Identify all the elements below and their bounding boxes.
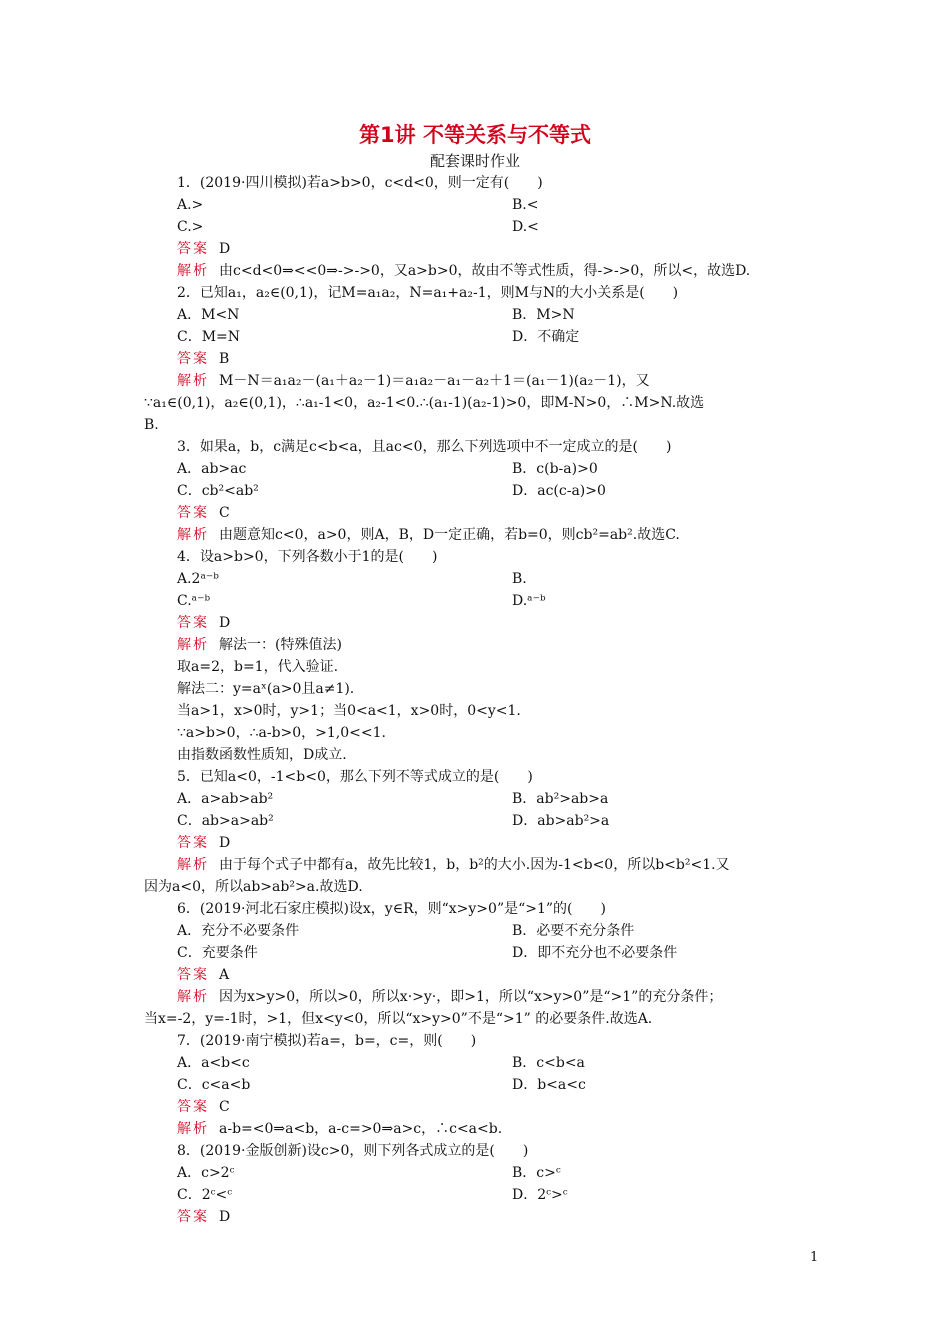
exercise-list [144, 172, 812, 1228]
q1-option-d: D.< [512, 219, 539, 235]
q7-options-row-2 [144, 1074, 812, 1096]
q2-option-c: C．M=N [177, 329, 241, 345]
q6-stem: 6．(2019·河北石家庄模拟)设x，y∈R，则“x>y>0”是“>1”的( ) [177, 901, 606, 917]
q5-option-c: C．ab>a>ab² [177, 813, 274, 829]
q5-option-d: D．ab>ab²>a [512, 813, 610, 829]
q3-analysis: 由题意知c<0，a>0，则A，B，D一定正确，若b=0，则cb²=ab².故选C. [219, 527, 680, 543]
q3-options-row-2 [144, 480, 812, 502]
q4-analysis-3: 解法二：y=aˣ(a>0且a≠1). [177, 681, 355, 697]
answer-label: 答案 [177, 835, 209, 851]
q4-option-a: A.2ᵃ⁻ᵇ [177, 571, 219, 587]
q8-stem: 8．(2019·金版创新)设c>0，则下列各式成立的是( ) [177, 1143, 529, 1159]
q8-option-c: C．2ᶜ<ᶜ [177, 1187, 233, 1203]
analysis-label: 解析 [177, 637, 209, 653]
analysis-label: 解析 [177, 1121, 209, 1137]
q5-options-row-1 [144, 788, 812, 810]
q4-option-b: B. [512, 571, 527, 587]
answer-label: 答案 [177, 1099, 209, 1115]
q1-option-c: C.> [177, 219, 204, 235]
q4-answer: D [219, 615, 231, 631]
q7-option-b: B．c<b<a [512, 1055, 585, 1071]
page-number: 1 [810, 1250, 819, 1265]
q2-analysis-2: ∵a₁∈(0,1)，a₂∈(0,1)，∴a₁-1<0，a₂-1<0.∴(a₁-1)(a₂-1)>0，即M-N>0，∴M>N.故选 [144, 395, 705, 411]
q1-stem: 1．(2019·四川模拟)若a>b>0，c<d<0，则一定有( ) [177, 175, 543, 191]
q6-analysis-1: 因为x>y>0，所以>0，所以x·>y·，即>1，所以“x>y>0”是“>1”的充分条件； [219, 989, 723, 1005]
q7-analysis-line [144, 1118, 812, 1140]
q5-option-b: B．ab²>ab>a [512, 791, 609, 807]
q3-option-a: A．ab>ac [177, 461, 247, 477]
analysis-label: 解析 [177, 263, 209, 279]
q2-answer: B [219, 351, 230, 367]
page-title: 第1讲 不等关系与不等式 [359, 123, 591, 147]
q6-answer-line [144, 964, 812, 986]
q2-option-d: D．不确定 [512, 329, 580, 345]
q3-option-d: D．ac(c-a)>0 [512, 483, 606, 499]
page-subtitle: 配套课时作业 [429, 152, 520, 170]
q2-option-a: A．M<N [177, 307, 240, 323]
q4-options-row-2 [144, 590, 812, 612]
q2-option-b: B．M>N [512, 307, 575, 323]
analysis-label: 解析 [177, 527, 209, 543]
q7-answer-line [144, 1096, 812, 1118]
q4-stem: 4．设a>b>0，下列各数小于1的是( ) [177, 549, 438, 565]
q1-option-a: A.> [177, 197, 204, 213]
q5-answer-line [144, 832, 812, 854]
answer-label: 答案 [177, 615, 209, 631]
q1-analysis: 由c<d<0⇒<<0⇒->->0，又a>b>0，故由不等式性质，得->->0，所以<，故选D. [219, 263, 751, 279]
q1-answer: D [219, 241, 231, 257]
answer-label: 答案 [177, 1209, 209, 1225]
q7-option-a: A．a<b<c [177, 1055, 250, 1071]
q6-analysis-2: 当x=-2，y=-1时，>1，但x<y<0，所以“x>y>0”不是“>1” 的必要条件.故选A. [144, 1011, 653, 1027]
q6-option-c: C．充要条件 [177, 945, 258, 961]
q2-stem: 2．已知a₁，a₂∈(0,1)，记M=a₁a₂，N=a₁+a₂-1，则M与N的大小关系是( ) [177, 285, 679, 301]
q6-option-a: A．充分不必要条件 [177, 923, 300, 939]
q6-option-d: D．即不充分也不必要条件 [512, 945, 678, 961]
q8-option-a: A．c>2ᶜ [177, 1165, 235, 1181]
q7-stem: 7．(2019·南宁模拟)若a=，b=，c=，则( ) [177, 1033, 477, 1049]
q7-option-d: D．b<a<c [512, 1077, 586, 1093]
answer-label: 答案 [177, 241, 209, 257]
q8-options-row-1 [144, 1162, 812, 1184]
q4-analysis-4: 当a>1，x>0时，y>1；当0<a<1，x>0时，0<y<1. [177, 703, 521, 719]
analysis-label: 解析 [177, 373, 209, 389]
q8-answer: D [219, 1209, 231, 1225]
q3-option-c: C．cb²<ab² [177, 483, 259, 499]
q2-analysis-3: B. [144, 417, 159, 433]
q1-options-row-1 [144, 194, 812, 216]
q3-analysis-line [144, 524, 812, 546]
q8-answer-line [144, 1206, 812, 1228]
q6-options-row-1 [144, 920, 812, 942]
q4-analysis-6: 由指数函数性质知，D成立. [177, 747, 347, 763]
q4-option-d: D.ᵃ⁻ᵇ [512, 593, 546, 609]
q5-stem: 5．已知a<0，-1<b<0，那么下列不等式成立的是( ) [177, 769, 533, 785]
q6-answer: A [219, 967, 230, 983]
q7-analysis: a-b=<0⇒a<b，a-c=>0⇒a>c，∴c<a<b. [219, 1121, 503, 1137]
q2-options-row-2 [144, 326, 812, 348]
q2-analysis-1: M－N＝a₁a₂－(a₁＋a₂－1)＝a₁a₂－a₁－a₂＋1＝(a₁－1)(a₂－1)，又 [219, 373, 650, 389]
q3-answer: C [219, 505, 230, 521]
q3-stem: 3．如果a，b，c满足c<b<a，且ac<0，那么下列选项中不一定成立的是( ) [177, 439, 672, 455]
q3-answer-line [144, 502, 812, 524]
q1-analysis-line [144, 260, 812, 282]
q5-options-row-2 [144, 810, 812, 832]
q7-options-row-1 [144, 1052, 812, 1074]
q6-option-b: B．必要不充分条件 [512, 923, 635, 939]
q1-options-row-2 [144, 216, 812, 238]
q5-option-a: A．a>ab>ab² [177, 791, 274, 807]
q8-option-d: D．2ᶜ>ᶜ [512, 1187, 568, 1203]
q1-answer-line [144, 238, 812, 260]
q1-option-b: B.< [512, 197, 539, 213]
q5-analysis-1: 由于每个式子中都有a，故先比较1，b，b²的大小.因为-1<b<0，所以b<b²<1.又 [219, 857, 730, 873]
answer-label: 答案 [177, 505, 209, 521]
answer-label: 答案 [177, 351, 209, 367]
q4-options-row-1 [144, 568, 812, 590]
q2-options-row-1 [144, 304, 812, 326]
q6-options-row-2 [144, 942, 812, 964]
q5-analysis-2: 因为a<0，所以ab>ab²>a.故选D. [144, 879, 363, 895]
q4-analysis-5: ∵a>b>0，∴a-b>0，>1,0<<1. [177, 725, 386, 741]
q7-option-c: C．c<a<b [177, 1077, 251, 1093]
q3-options-row-1 [144, 458, 812, 480]
q5-answer: D [219, 835, 231, 851]
q5-analysis-line [144, 854, 812, 876]
q2-answer-line [144, 348, 812, 370]
q7-answer: C [219, 1099, 230, 1115]
q4-analysis-1: 解法一：(特殊值法) [219, 637, 342, 653]
q4-answer-line [144, 612, 812, 634]
q4-option-c: C.ᵃ⁻ᵇ [177, 593, 211, 609]
q6-analysis-line [144, 986, 812, 1008]
q2-analysis-line [144, 370, 812, 392]
q3-option-b: B．c(b-a)>0 [512, 461, 598, 477]
q4-analysis-2: 取a=2，b=1，代入验证. [177, 659, 339, 675]
q4-analysis-line [144, 634, 812, 656]
analysis-label: 解析 [177, 857, 209, 873]
q8-option-b: B．c>ᶜ [512, 1165, 561, 1181]
answer-label: 答案 [177, 967, 209, 983]
q8-options-row-2 [144, 1184, 812, 1206]
analysis-label: 解析 [177, 989, 209, 1005]
